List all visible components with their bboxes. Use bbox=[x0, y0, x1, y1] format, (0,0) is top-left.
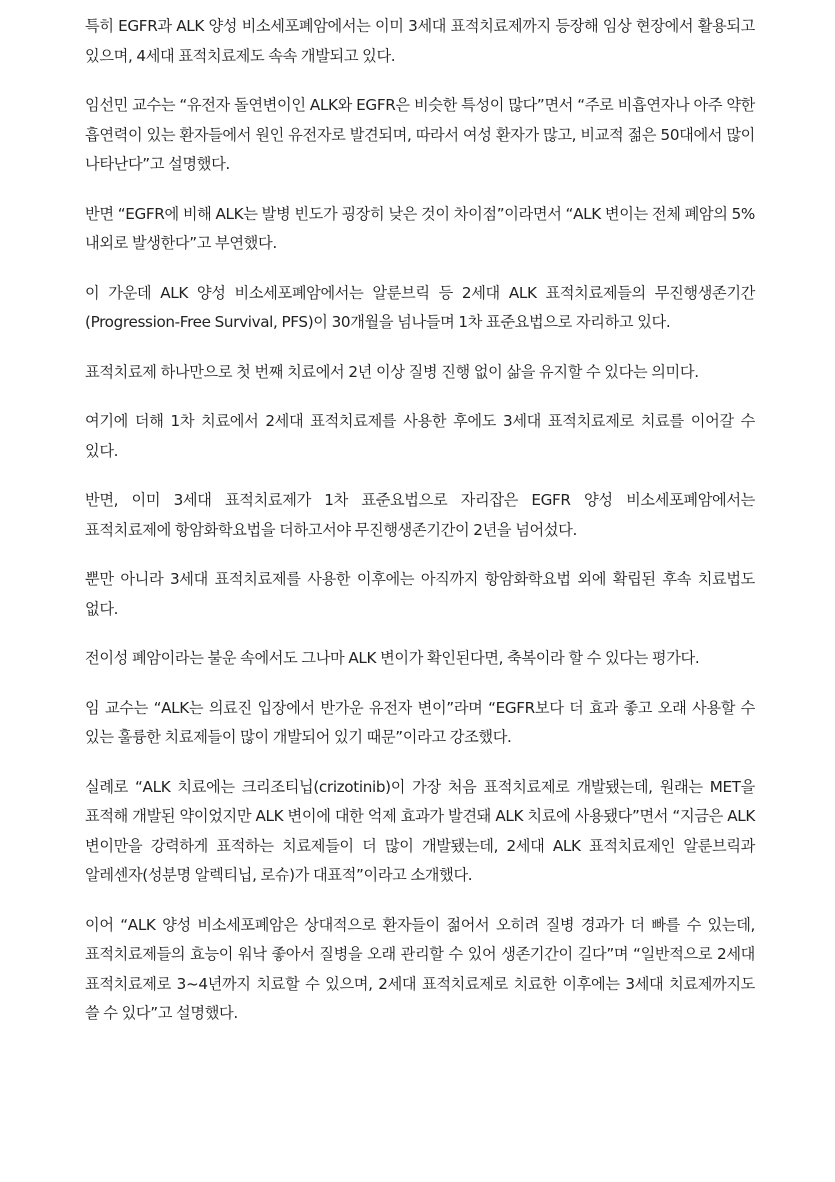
paragraph-4: 이 가운데 ALK 양성 비소세포폐암에서는 알룬브릭 등 2세대 ALK 표적치료제들의 무진행생존기간(Progression-Free Survival, PFS)이 30개월을 넘나들며 1차 표준요법으로 자리하고 있다. bbox=[85, 283, 755, 331]
paragraph-8: 뿐만 아니라 3세대 표적치료제를 사용한 이후에는 아직까지 항암화학요법 외에 확립된 후속 치료법도 없다. bbox=[85, 570, 755, 618]
paragraph-5: 표적치료제 하나만으로 첫 번째 치료에서 2년 이상 질병 진행 없이 삶을 유지할 수 있다는 의미다. bbox=[85, 362, 699, 381]
paragraph-12: 이어 “ALK 양성 비소세포폐암은 상대적으로 환자들이 젊어서 오히려 질병 경과가 더 빠를 수 있는데, 표적치료제들의 효능이 워낙 좋아서 질병을 오래 관리할 수 있어 생존기간이 길다”며 “일반적으로 2세대 표적치료제로 3~4년까지 치료할 수 있으며, 2세대 표적치료제로 치료한 이후에는 3세대 치료제까지도 쓸 수 있다”고 설명했다. bbox=[85, 915, 755, 1022]
paragraph-1: 특히 EGFR과 ALK 양성 비소세포폐암에서는 이미 3세대 표적치료제까지 등장해 임상 현장에서 활용되고 있으며, 4세대 표적치료제도 속속 개발되고 있다. bbox=[85, 17, 755, 65]
paragraph-2: 임선민 교수는 “유전자 돌연변이인 ALK와 EGFR은 비슷한 특성이 많다”면서 “주로 비흡연자나 아주 약한 흡연력이 있는 환자들에서 원인 유전자로 발견되며, 따라서 여성 환자가 많고, 비교적 젊은 50대에서 많이 나타난다”고 설명했다. bbox=[85, 96, 755, 173]
paragraph-10: 임 교수는 “ALK는 의료진 입장에서 반가운 유전자 변이”라며 “EGFR보다 더 효과 좋고 오래 사용할 수 있는 훌륭한 치료제들이 많이 개발되어 있기 때문”이라고 강조했다. bbox=[85, 698, 755, 746]
paragraph-3: 반면 “EGFR에 비해 ALK는 발병 빈도가 굉장히 낮은 것이 차이점”이라면서 “ALK 변이는 전체 폐암의 5% 내외로 발생한다”고 부연했다. bbox=[85, 204, 755, 252]
paragraph-11: 실례로 “ALK 치료에는 크리조티닙(crizotinib)이 가장 처음 표적치료제로 개발됐는데, 원래는 MET을 표적해 개발된 약이었지만 ALK 변이에 대한 억제 효과가 발견돼 ALK 치료에 사용됐다”면서 “지금은 ALK 변이만을 강력하게 표적하는 치료제들이 더 많이 개발됐는데, 2세대 ALK 표적치료제인 알룬브릭과 알레센자(성분명 알렉티닙, 로슈)가 대표적”이라고 소개했다. bbox=[85, 777, 755, 884]
paragraph-7: 반면, 이미 3세대 표적치료제가 1차 표준요법으로 자리잡은 EGFR 양성 비소세포폐암에서는 표적치료제에 항암화학요법을 더하고서야 무진행생존기간이 2년을 넘어섰다. bbox=[85, 491, 755, 539]
article-body bbox=[85, 12, 755, 1049]
paragraph-9: 전이성 폐암이라는 불운 속에서도 그나마 ALK 변이가 확인된다면, 축복이라 할 수 있다는 평가다. bbox=[85, 649, 700, 667]
paragraph-6: 여기에 더해 1차 치료에서 2세대 표적치료제를 사용한 후에도 3세대 표적치료제로 치료를 이어갈 수 있다. bbox=[85, 412, 755, 460]
